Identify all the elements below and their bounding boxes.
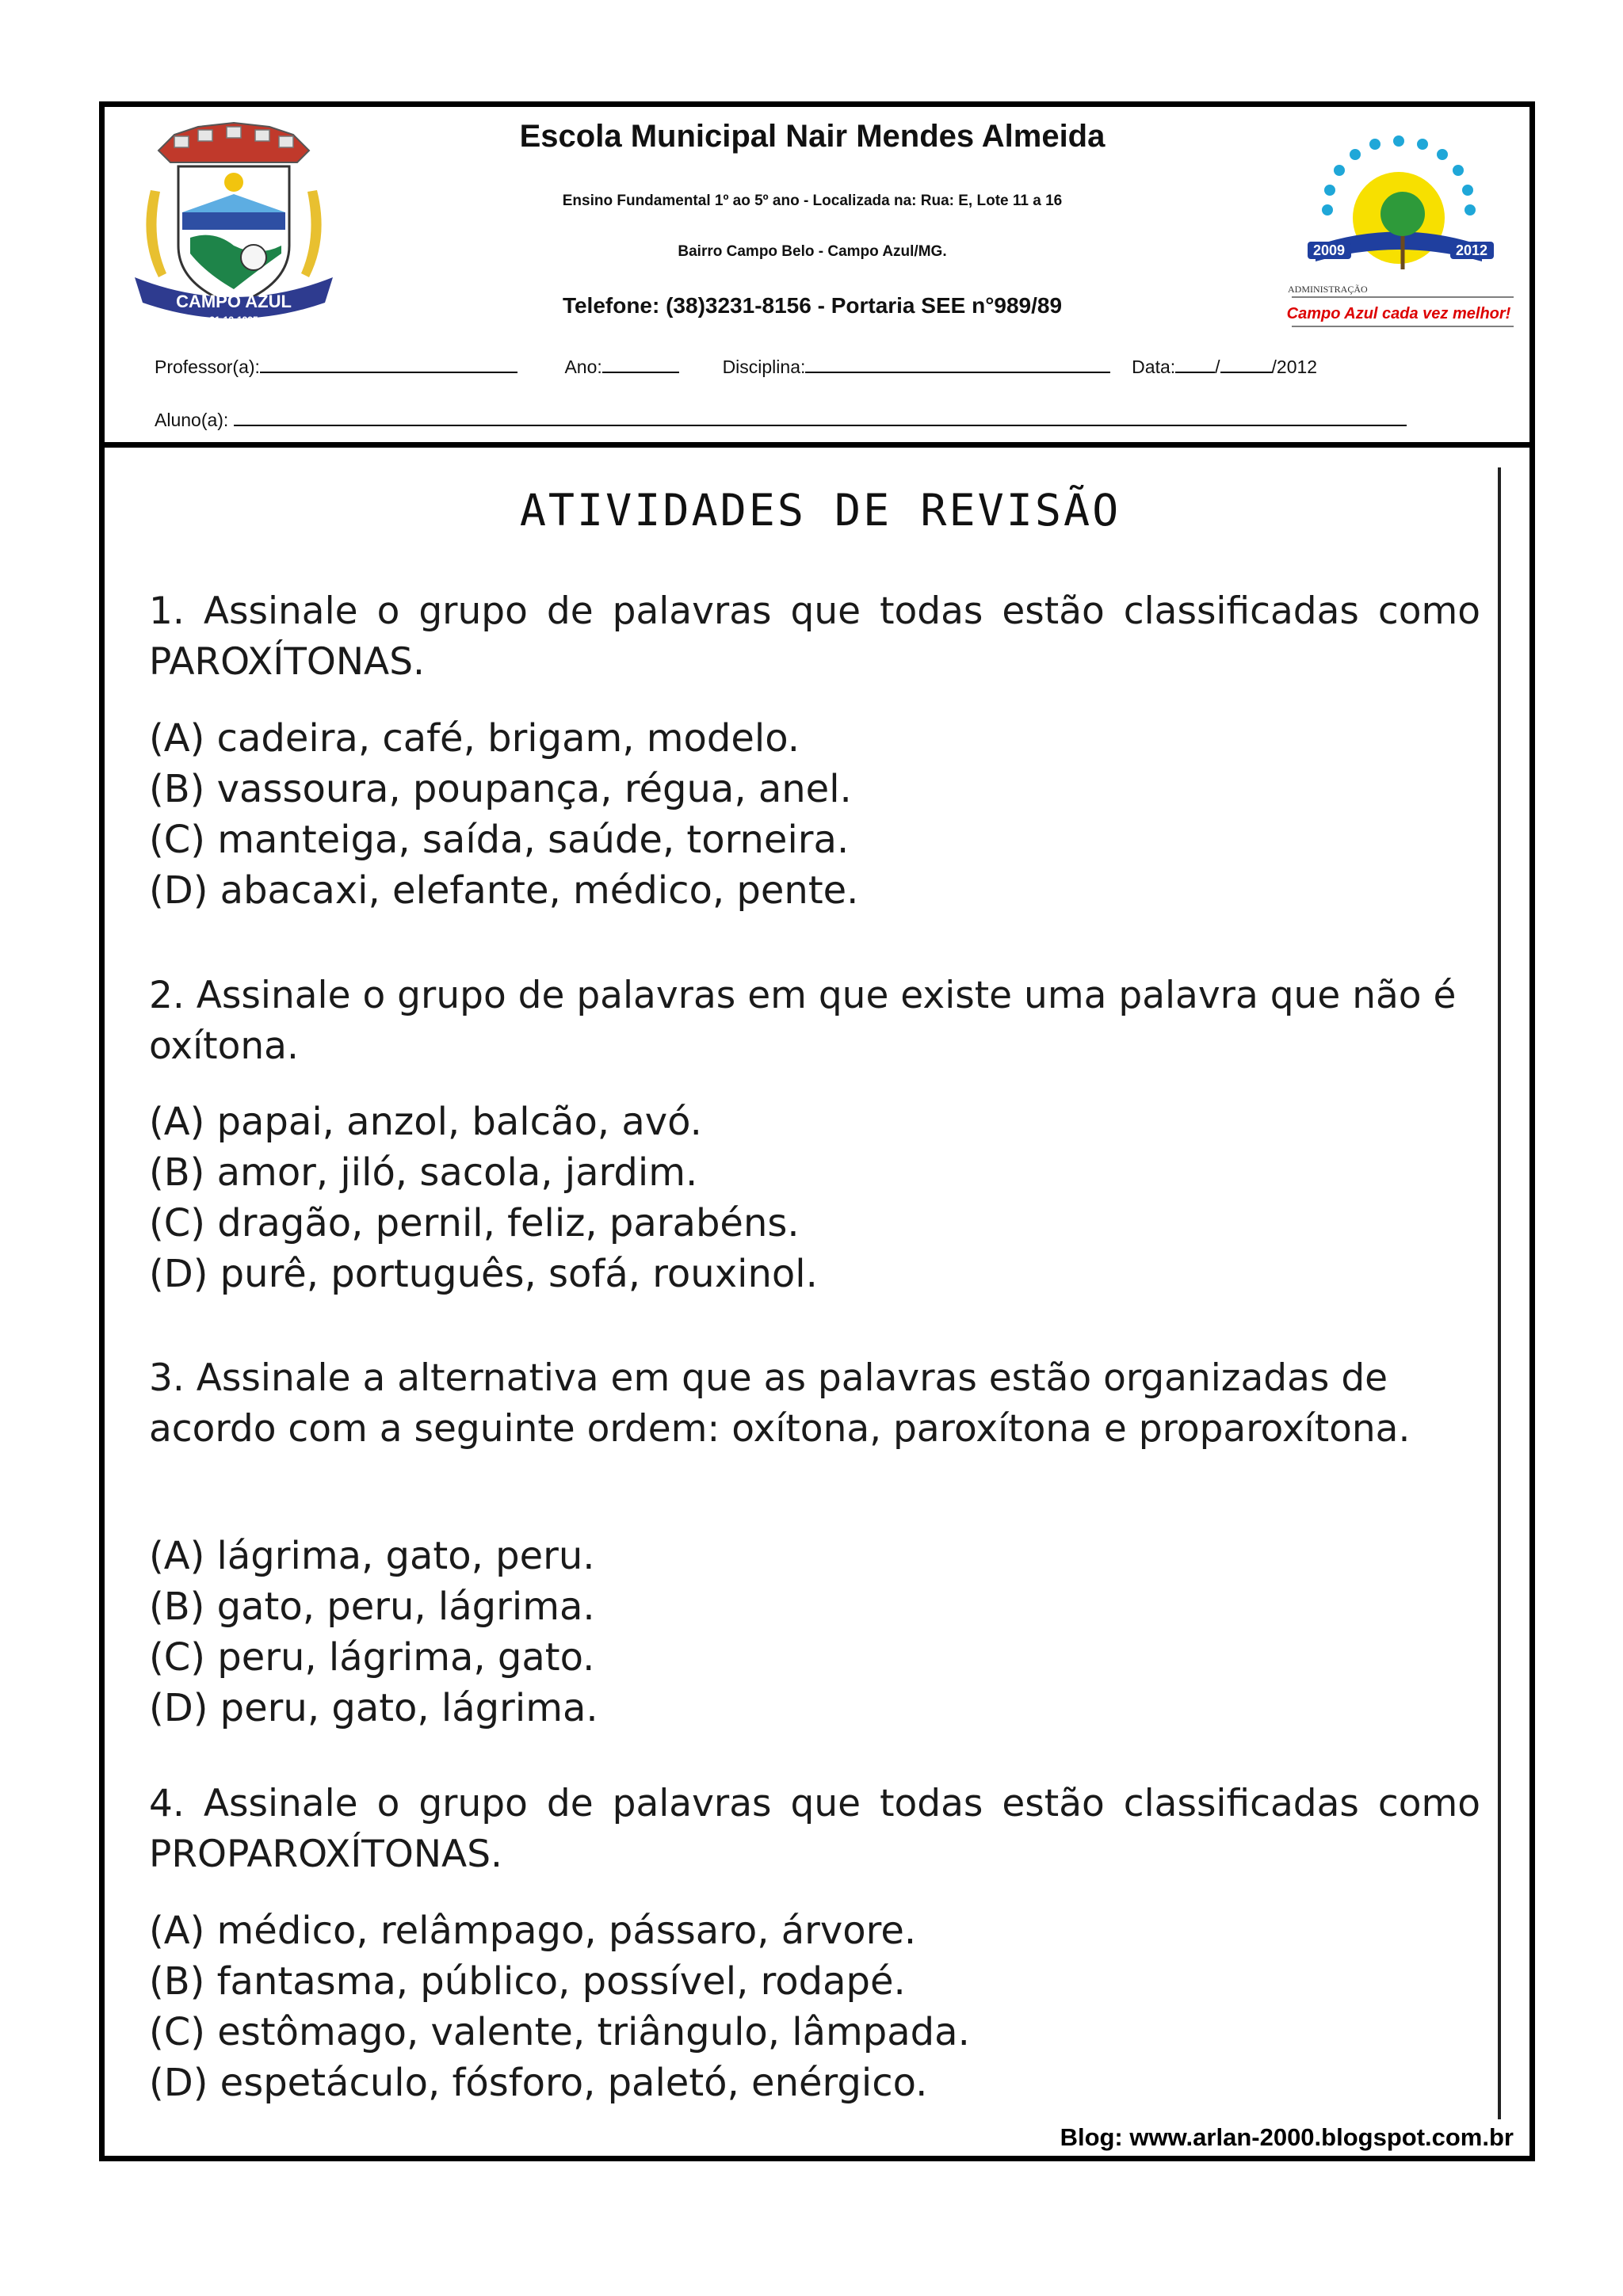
question-4: 4. Assinale o grupo de palavras que todas estão classificadas como PROPAROXÍTONAS. xyxy=(149,1782,1480,1876)
school-name: Escola Municipal Nair Mendes Almeida xyxy=(519,119,1106,154)
q2-option-a: (A) papai, anzol, balcão, avó. xyxy=(149,1100,702,1144)
q2-option-b: (B) amor, jiló, sacola, jardim. xyxy=(149,1150,698,1195)
q3-option-a: (A) lágrima, gato, peru. xyxy=(149,1534,595,1578)
date-year: /2012 xyxy=(1271,357,1318,377)
date-separator: / xyxy=(1215,357,1220,377)
header-divider xyxy=(99,442,1535,448)
question-2: 2. Assinale o grupo de palavras em que existe uma palavra que não é oxítona. xyxy=(149,974,1457,1068)
aluno-field[interactable] xyxy=(234,407,1407,426)
q1-option-c: (C) manteiga, saída, saúde, torneira. xyxy=(149,818,850,862)
admin-year-start: 2009 xyxy=(1312,242,1346,258)
q3-option-b: (B) gato, peru, lágrima. xyxy=(149,1585,595,1629)
q4-option-d: (D) espetáculo, fósforo, paletó, enérgico. xyxy=(149,2061,928,2105)
question-3: 3. Assinale a alternativa em que as palavras estão organizadas de acordo com a seguinte ordem: oxítona, paroxítona e proparoxítona. xyxy=(149,1356,1411,1451)
ano-label: Ano: xyxy=(564,357,602,377)
administration-logo xyxy=(1284,127,1514,333)
data-label: Data: xyxy=(1132,357,1176,377)
form-row-top xyxy=(155,354,1317,378)
school-phone: Telefone: (38)3231-8156 - Portaria SEE n°989/89 xyxy=(562,293,1063,318)
disciplina-label: Disciplina: xyxy=(722,357,806,377)
q3-option-d: (D) peru, gato, lágrima. xyxy=(149,1686,598,1730)
admin-year-end: 2012 xyxy=(1455,242,1488,258)
q1-option-a: (A) cadeira, café, brigam, modelo. xyxy=(149,716,800,761)
q1-option-b: (B) vassoura, poupança, régua, anel. xyxy=(149,767,852,811)
q4-option-c: (C) estômago, valente, triângulo, lâmpada. xyxy=(149,2010,970,2054)
crest-name: CAMPO AZUL xyxy=(176,292,292,311)
admin-label: ADMINISTRAÇÃO xyxy=(1288,284,1368,295)
ano-field[interactable] xyxy=(602,354,679,373)
q2-option-c: (C) dragão, pernil, feliz, parabéns. xyxy=(149,1201,800,1245)
margin-rule xyxy=(1498,467,1501,2119)
data-day-field[interactable] xyxy=(1175,354,1215,373)
aluno-label: Aluno(a): xyxy=(155,410,229,430)
blog-link[interactable]: Blog: www.arlan-2000.blogspot.com.br xyxy=(1060,2123,1514,2151)
form-row-aluno xyxy=(155,407,1407,431)
activity-title: ATIVIDADES DE REVISÃO xyxy=(519,485,1121,536)
municipal-crest-logo xyxy=(127,119,341,337)
data-month-field[interactable] xyxy=(1220,354,1272,373)
q4-option-b: (B) fantasma, público, possível, rodapé. xyxy=(149,1959,906,2004)
crest-date: 21-12-1995 xyxy=(209,315,258,326)
q4-option-a: (A) médico, relâmpago, pássaro, árvore. xyxy=(149,1909,917,1953)
q1-option-d: (D) abacaxi, elefante, médico, pente. xyxy=(149,868,859,913)
admin-slogan: Campo Azul cada vez melhor! xyxy=(1286,305,1511,322)
q2-option-d: (D) purê, português, sofá, rouxinol. xyxy=(149,1252,818,1296)
disciplina-field[interactable] xyxy=(805,354,1110,373)
q3-option-c: (C) peru, lágrima, gato. xyxy=(149,1635,595,1680)
school-info-line1: Ensino Fundamental 1º ao 5º ano - Localizada na: Rua: E, Lote 11 a 16 xyxy=(562,193,1063,209)
professor-label: Professor(a): xyxy=(155,357,260,377)
school-info-line2: Bairro Campo Belo - Campo Azul/MG. xyxy=(678,243,947,260)
professor-field[interactable] xyxy=(260,354,517,373)
question-1: 1. Assinale o grupo de palavras que todas estão classificadas como PAROXÍTONAS. xyxy=(149,589,1480,684)
